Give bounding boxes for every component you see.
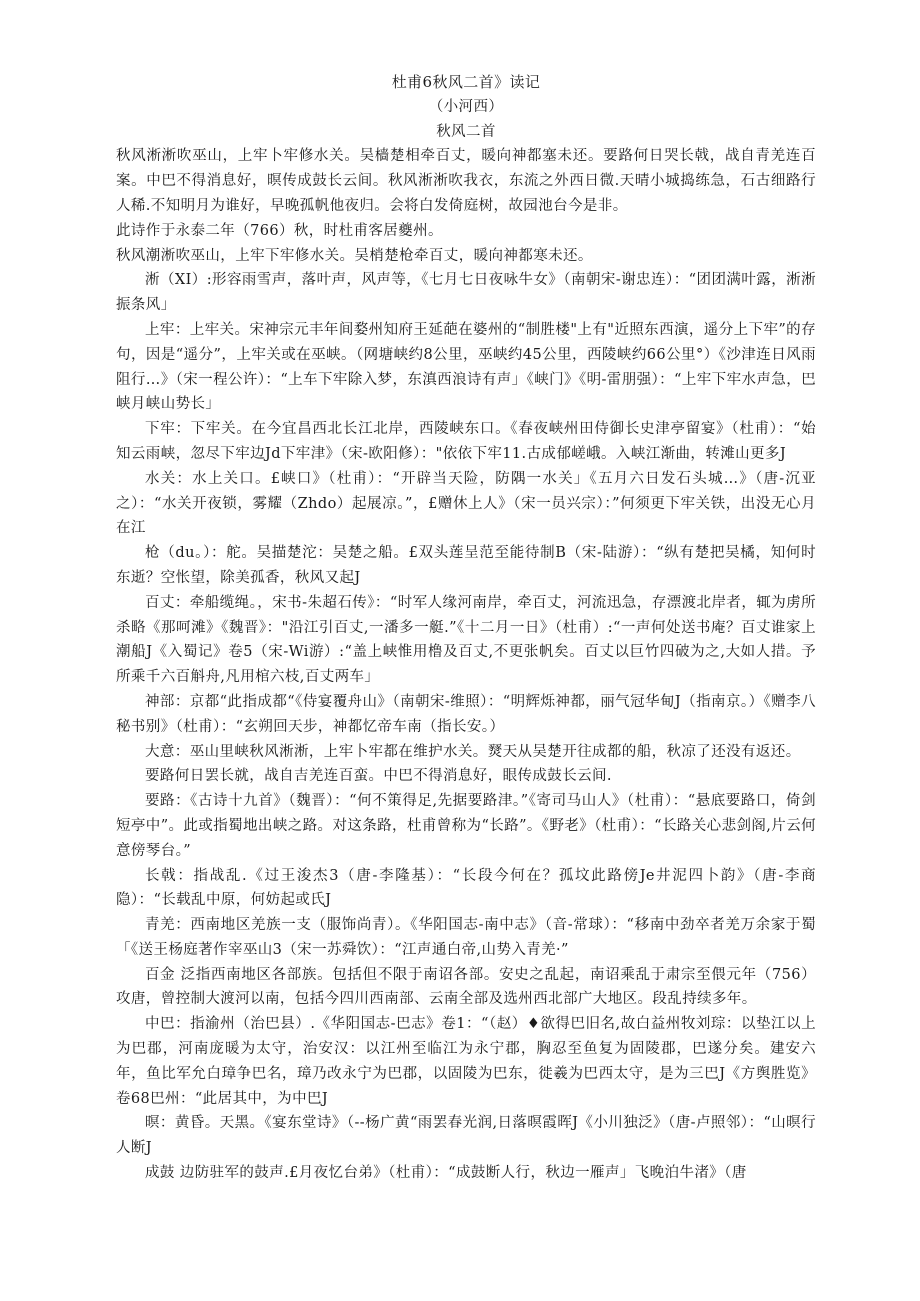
stanza-quote: 秋风潮淅吹巫山，上牢下牢修水关。吴梢楚枪牵百丈，暖向神都寒未还。 xyxy=(116,247,593,264)
annotation-paragraph: 淅（XI）:形容雨雪声，落叶声，风声等，《七月七日夜咏牛女》（南朝宋-谢忠连）：“团团满叶露，淅淅振条风」 xyxy=(116,272,816,314)
stanza-quote: 要路何日罢长就，战自吉羌连百蛮。中巴不得消息好，眼传成鼓长云间. xyxy=(145,768,612,785)
annotation-paragraph: 枪（du。）：舵。吴描楚沱：吴楚之船。£双头莲呈范至能待制B（宋-陆游）：“纵有楚把吴橘，知何时东逝？空怅望，除美孤香，秋风又起J xyxy=(116,545,816,586)
poem-text: 秋风淅淅吹巫山，上牢卜牢修水关。吴樯楚相牵百丈，暖向神都塞未还。要路何日哭长戟，战自青羌连百案。中巴不得消息好，暝传成鼓长云间。秋风淅淅吹我衣，东流之外西日微.天晴小城捣练急，石古细路行人稀.不知明月为谁好，早晚孤帆他夜归。会将白发倚庭树，故园池台今是非。 xyxy=(116,148,816,214)
annotation-paragraph: 水关：水上关口。£峡口》（杜甫）：“开辟当天险，防隅一水关」《五月六日发石头城…》（唐-沉亚之）：“水关开夜锁，雾耀（Zhdo）起展凉。”，£赠休上人》（宋一员兴宗）：”何须更下牢关铁，出没无心月在江 xyxy=(116,470,816,537)
annotation-paragraph: 百金 泛指西南地区各部族。包括但不限于南诏各部。安史之乱起，南诏乘乱于肃宗至偎元年（756）攻唐，曾控制大渡河以南，包括今四川西南部、云南全部及选州西北部广大地区。段乱持续多年。 xyxy=(116,966,816,1008)
summary-paragraph: 大意：巫山里峡秋风淅淅，上牢卜牢都在维护水关。燹天从吴楚开往成都的船，秋凉了还没有返还。 xyxy=(145,743,801,760)
annotation-paragraph: 下牢：下牢关。在今宜昌西北长江北岸，西陵峡东口。《春夜峡州田侍御长史津亭留宴》（杜甫）：“始知云雨峡，忽尽下牢边Jd下牢津》（宋-欧阳修）："依依下牢11.古成郁嵯峨。入峡江渐曲，转滩山更多J xyxy=(116,421,816,462)
author-line: （小河西） xyxy=(428,98,504,115)
annotation-paragraph: 青羌：西南地区羌族一支（服饰尚青）。《华阳国志-南中志》（音-常球）：“移南中劲卒者羌万余家于蜀「《送王杨庭著作宰巫山3（宋一苏舜饮）：“江声通白帝,山势入青羌·” xyxy=(116,917,816,958)
annotation-paragraph: 神部：京都“此指成都“《侍宴覆舟山》（南朝宋-维照）：“明辉烁神都，丽气冠华甸J（指南京。）《赠李八秘书别》（杜甫）：“玄朔回天步，神都忆帝车南（指长安。） xyxy=(116,693,816,735)
annotation-paragraph: 百丈：牵船缆绳。，宋书-朱超石传》：“时军人缘河南岸，牵百丈，河流迅急，存漂渡北岸者，辄为虏所杀略《那呵滩》《魏晋》："沿江引百丈,一潘多一艇.”《十二月一日》（杜甫）:“一声何处送书庵？百丈谁家上潮船J《入蜀记》卷5（宋-Wi游）:“盖上峡惟用橹及百丈,不更张帆矣。百丈以巨竹四破为之,大如人措。予所乘千六百斛舟,凡用棺六枝,百丈两车」 xyxy=(116,594,816,686)
poem-title: 秋风二首 xyxy=(436,123,496,140)
annotation-paragraph: 上牢：上牢关。宋神宗元丰年间婺州知府王延葩在婆州的“制胜楼"上有"近照东西演，遥分上下牢”的存句，因是“遥分”，上牢关或在巫峡。（网塘峡约8公里，巫峡约45公里，西陵峡约66公里°）《沙津连日风雨阻行…》（宋一程公许）：“上车下牢除入梦，东滇西浪诗有声」《峡门》《明-雷朋强）：“上牢下牢水声急，巴峡月峡山势长」 xyxy=(116,321,816,413)
annotation-paragraph: 暝：黄昏。天黑。《宴东堂诗》（--杨广黄“雨罢春光润,日落暝霞晖J《小川独泛》（唐-卢照邻）：“山暝行人断J xyxy=(116,1115,816,1157)
annotation-paragraph: 成鼓 边防驻军的鼓声.£月夜忆台弟》（杜甫）：“成鼓断人行，秋边一雁声」飞晚泊牛渚》（唐 xyxy=(145,1165,747,1182)
annotation-paragraph: 长戟：指战乱.《过王浚杰3（唐-李隆基）：“长段今何在？孤坟此路傍Je井泥四卜韵》（唐-李商隐）：“长载乱中原，何妨起或氏J xyxy=(116,867,816,909)
document-title: 杜甫6秋风二首》读记 xyxy=(391,73,541,91)
date-note: 此诗作于永泰二年（766）秋，时杜甫客居夔州。 xyxy=(116,222,443,239)
annotation-paragraph: 要路：《古诗十九首》（魏晋）：“何不策得足,先据要路津。”《寄司马山人》（杜甫）：“悬底要路口，倚剑短亭中”。此或指蜀地出峡之路。对这条路，杜甫曾称为“长路”。《野老》（杜甫）：“长路关心悲剑阁,片云何意傍琴台。” xyxy=(116,793,816,859)
annotation-paragraph: 中巴：指渝州（治巴县）.《华阳国志-巴志》卷1：“（赵）♦欲得巴旧名,故白益州牧刘琮：以垫江以上为巴郡，河南庞暖为太守，治安汉：以江州至临江为永宁郡，胸忍至鱼复为固陵郡，巴遂分矣。建安六年，鱼比军允白璋争巴名，璋乃改永宁为巴郡，以固陵为巴东，徙羲为巴西太守，是为三巴J《方舆胜览》卷68巴州：“此居其中，为中巴J xyxy=(116,1016,816,1107)
